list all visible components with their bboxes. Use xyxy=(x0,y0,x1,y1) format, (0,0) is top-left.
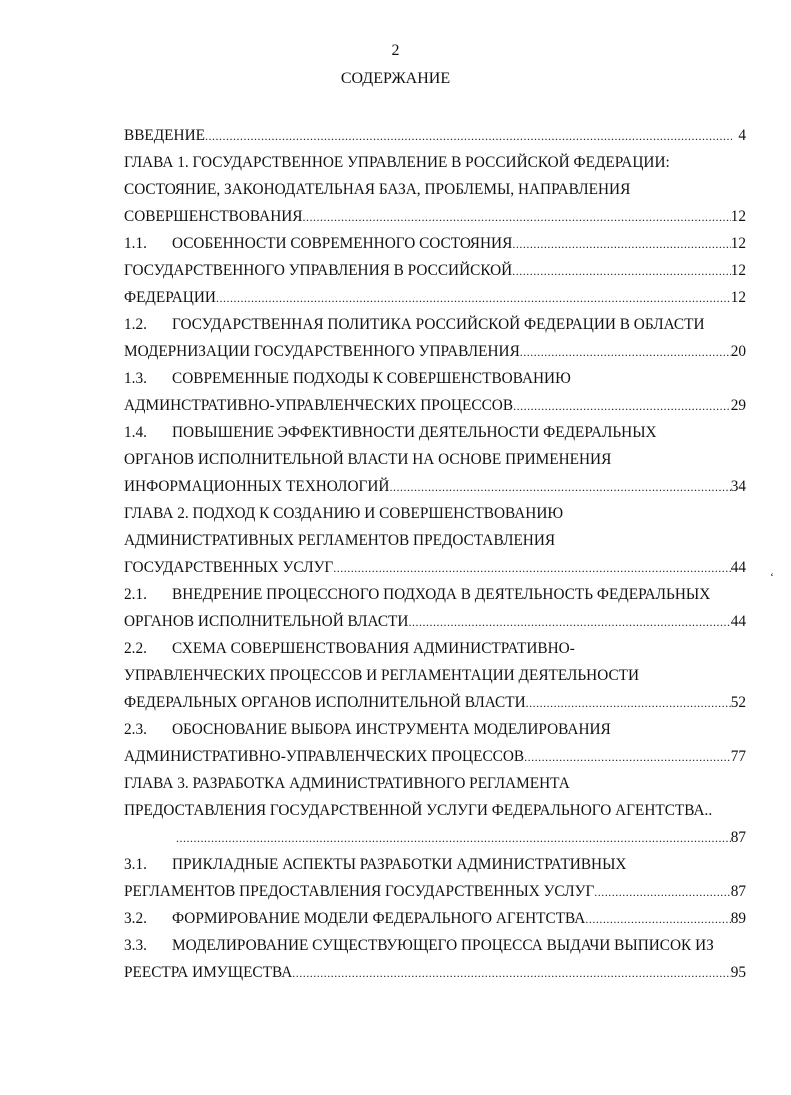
toc-entry-text: РЕЕСТРА ИМУЩЕСТВА xyxy=(124,964,293,981)
toc-entry-text: ПРИКЛАДНЫЕ АСПЕКТЫ РАЗРАБОТКИ АДМИНИСТРАТИВНЫХ xyxy=(172,856,627,873)
toc-entry-page: 20 xyxy=(730,343,746,360)
toc-entry-page: 29 xyxy=(730,397,746,414)
toc-entry-number: 1.2. xyxy=(124,316,147,333)
toc-entry xyxy=(124,527,746,554)
toc-leader-dots xyxy=(512,258,730,284)
toc-entry xyxy=(124,230,746,257)
toc-entry-text: ФОРМИРОВАНИЕ МОДЕЛИ ФЕДЕРАЛЬНОГО АГЕНТСТВА xyxy=(172,910,586,927)
toc-entry xyxy=(124,446,746,473)
toc-entry-text: ОБОСНОВАНИЕ ВЫБОРА ИНСТРУМЕНТА МОДЕЛИРОВАНИЯ xyxy=(172,721,611,738)
toc-entry-text: ОРГАНОВ ИСПОЛНИТЕЛЬНОЙ ВЛАСТИ xyxy=(124,613,409,630)
toc-entry xyxy=(124,878,746,905)
toc-entry-page: 12 xyxy=(730,235,746,252)
toc-entry-text: ФЕДЕРАЦИИ xyxy=(124,289,216,306)
toc-entry-text: ВВЕДЕНИЕ xyxy=(124,127,205,144)
toc-title: СОДЕРЖАНИЕ xyxy=(340,70,451,87)
toc-leader-dots xyxy=(389,474,730,500)
toc-leader-dots xyxy=(585,906,730,932)
toc-entry-page: 89 xyxy=(730,910,746,927)
toc-entry-page: 44 xyxy=(730,559,746,576)
toc-entry xyxy=(124,581,746,608)
toc-entry xyxy=(124,338,746,365)
toc-entry-text: ГЛАВА 3. РАЗРАБОТКА АДМИНИСТРАТИВНОГО РЕГЛАМЕНТА xyxy=(124,775,570,792)
toc-entry-number: 3.3. xyxy=(124,937,147,954)
toc-entry xyxy=(124,716,746,743)
toc-entry-number: 3.1. xyxy=(124,856,147,873)
toc-entry-text: ГЛАВА 1. ГОСУДАРСТВЕННОЕ УПРАВЛЕНИЕ В РОССИЙСКОЙ ФЕДЕРАЦИИ: xyxy=(124,154,670,171)
toc-leader-dots xyxy=(520,339,731,365)
toc-entry-page: 4 xyxy=(738,127,746,144)
toc-entry-text: МОДЕЛИРОВАНИЕ СУЩЕСТВУЮЩЕГО ПРОЦЕССА ВЫДАЧИ ВЫПИСОК ИЗ xyxy=(172,937,714,954)
toc-entry xyxy=(124,851,746,878)
toc-entry xyxy=(124,743,746,770)
toc-entry xyxy=(124,311,746,338)
toc-entry-text: СОВЕРШЕНСТВОВАНИЯ xyxy=(124,208,303,225)
toc-entry xyxy=(124,608,746,635)
toc-entry-text: СОВРЕМЕННЫЕ ПОДХОДЫ К СОВЕРШЕНСТВОВАНИЮ xyxy=(172,370,571,387)
toc-leader-dots xyxy=(176,825,731,851)
toc-entry xyxy=(124,365,746,392)
toc-entry-page: 34 xyxy=(730,478,746,495)
toc-entry xyxy=(124,689,746,716)
toc-entry xyxy=(124,797,746,824)
toc-entry xyxy=(124,959,746,986)
toc-entry xyxy=(124,770,746,797)
toc-entry-text: ГОСУДАРСТВЕННОГО УПРАВЛЕНИЯ В РОССИЙСКОЙ xyxy=(124,262,513,279)
toc-entry-text: АДМИНИСТРАТИВНЫХ РЕГЛАМЕНТОВ ПРЕДОСТАВЛЕНИЯ xyxy=(124,532,556,549)
toc-entry-number: 1.3. xyxy=(124,370,147,387)
toc-entry-page: 12 xyxy=(730,262,746,279)
toc-leader-dots xyxy=(526,690,731,716)
toc-leader-dots xyxy=(333,555,730,581)
toc-entry xyxy=(124,284,746,311)
toc-entry xyxy=(124,257,746,284)
toc-entry xyxy=(124,554,746,581)
toc-entry xyxy=(124,905,746,932)
toc-entry xyxy=(124,203,746,230)
toc-entry xyxy=(124,176,746,203)
toc-entry xyxy=(124,473,746,500)
toc-entry xyxy=(124,500,746,527)
toc-entry-text: ГОСУДАРСТВЕННЫХ УСЛУГ xyxy=(124,559,334,576)
toc-entry-number: 1.1. xyxy=(124,235,147,252)
toc-entry-number: 3.2. xyxy=(124,910,147,927)
toc-entry-number: 1.4. xyxy=(124,424,147,441)
toc-entry-text: УПРАВЛЕНЧЕСКИХ ПРОЦЕССОВ И РЕГЛАМЕНТАЦИИ ДЕЯТЕЛЬНОСТИ xyxy=(124,667,640,684)
toc-entry xyxy=(124,662,746,689)
toc-entry xyxy=(124,392,746,419)
toc-entry-page: 95 xyxy=(730,964,746,981)
toc-entry-page: 77 xyxy=(730,748,746,765)
toc-leader-dots xyxy=(303,204,731,230)
toc-entry-text: ГОСУДАРСТВЕННАЯ ПОЛИТИКА РОССИЙСКОЙ ФЕДЕРАЦИИ В ОБЛАСТИ xyxy=(172,316,705,333)
toc-entry-text: ПОВЫШЕНИЕ ЭФФЕКТИВНОСТИ ДЕЯТЕЛЬНОСТИ ФЕДЕРАЛЬНЫХ xyxy=(172,424,657,441)
page-number: 2 xyxy=(391,42,400,59)
toc-entry xyxy=(124,635,746,662)
toc-leader-dots xyxy=(512,231,730,257)
toc-leader-dots xyxy=(216,285,731,311)
toc-entry-number: 2.1. xyxy=(124,586,147,603)
toc-entry xyxy=(124,419,746,446)
toc-leader-dots xyxy=(594,879,730,905)
toc-entry-text: МОДЕРНИЗАЦИИ ГОСУДАРСТВЕННОГО УПРАВЛЕНИЯ xyxy=(124,343,520,360)
toc-entry xyxy=(124,932,746,959)
toc-leader-dots xyxy=(513,393,731,419)
toc-entry-text: ИНФОРМАЦИОННЫХ ТЕХНОЛОГИЙ xyxy=(124,478,390,495)
toc-entry xyxy=(124,122,746,149)
toc-entry-text: ОСОБЕННОСТИ СОВРЕМЕННОГО СОСТОЯНИЯ xyxy=(172,235,513,252)
toc-entry-text: ФЕДЕРАЛЬНЫХ ОРГАНОВ ИСПОЛНИТЕЛЬНОЙ ВЛАСТИ xyxy=(124,694,526,711)
toc-entry-text: ВНЕДРЕНИЕ ПРОЦЕССНОГО ПОДХОДА В ДЕЯТЕЛЬНОСТЬ ФЕДЕРАЛЬНЫХ xyxy=(172,586,711,603)
toc-entry-number: 2.2. xyxy=(124,640,147,657)
toc-entry-page: 44 xyxy=(730,613,746,630)
toc-leader-dots xyxy=(408,609,730,635)
toc-entry-page: 52 xyxy=(730,694,746,711)
toc-leader-dots xyxy=(205,123,732,149)
toc-entry-text: ГЛАВА 2. ПОДХОД К СОЗДАНИЮ И СОВЕРШЕНСТВОВАНИЮ xyxy=(124,505,564,522)
toc-leader-dots xyxy=(292,960,730,986)
toc-entry-text: АДМИНСТРАТИВНО-УПРАВЛЕНЧЕСКИХ ПРОЦЕССОВ xyxy=(124,397,514,414)
toc-entry-page: 87 xyxy=(730,829,746,846)
toc-entry-text: РЕГЛАМЕНТОВ ПРЕДОСТАВЛЕНИЯ ГОСУДАРСТВЕННЫХ УСЛУГ xyxy=(124,883,595,900)
toc-entry xyxy=(124,149,746,176)
toc-entry-page: 87 xyxy=(730,883,746,900)
toc-entry-text: СОСТОЯНИЕ, ЗАКОНОДАТЕЛЬНАЯ БАЗА, ПРОБЛЕМЫ, НАПРАВЛЕНИЯ xyxy=(124,181,631,198)
scan-artifact: ʻ xyxy=(770,570,774,584)
toc-entry-text: АДМИНИСТРАТИВНО-УПРАВЛЕНЧЕСКИХ ПРОЦЕССОВ xyxy=(124,748,525,765)
toc-entry-page: 12 xyxy=(730,208,746,225)
toc-entry-text: ОРГАНОВ ИСПОЛНИТЕЛЬНОЙ ВЛАСТИ НА ОСНОВЕ ПРИМЕНЕНИЯ xyxy=(124,451,612,468)
toc-entry-text: СХЕМА СОВЕРШЕНСТВОВАНИЯ АДМИНИСТРАТИВНО- xyxy=(172,640,575,657)
toc-entry xyxy=(124,824,746,851)
toc-entry-number: 2.3. xyxy=(124,721,147,738)
table-of-contents xyxy=(124,122,746,986)
toc-entry-text: ПРЕДОСТАВЛЕНИЯ ГОСУДАРСТВЕННОЙ УСЛУГИ ФЕДЕРАЛЬНОГО АГЕНТСТВА.. xyxy=(124,802,713,819)
toc-leader-dots xyxy=(524,744,731,770)
toc-entry-page: 12 xyxy=(730,289,746,306)
